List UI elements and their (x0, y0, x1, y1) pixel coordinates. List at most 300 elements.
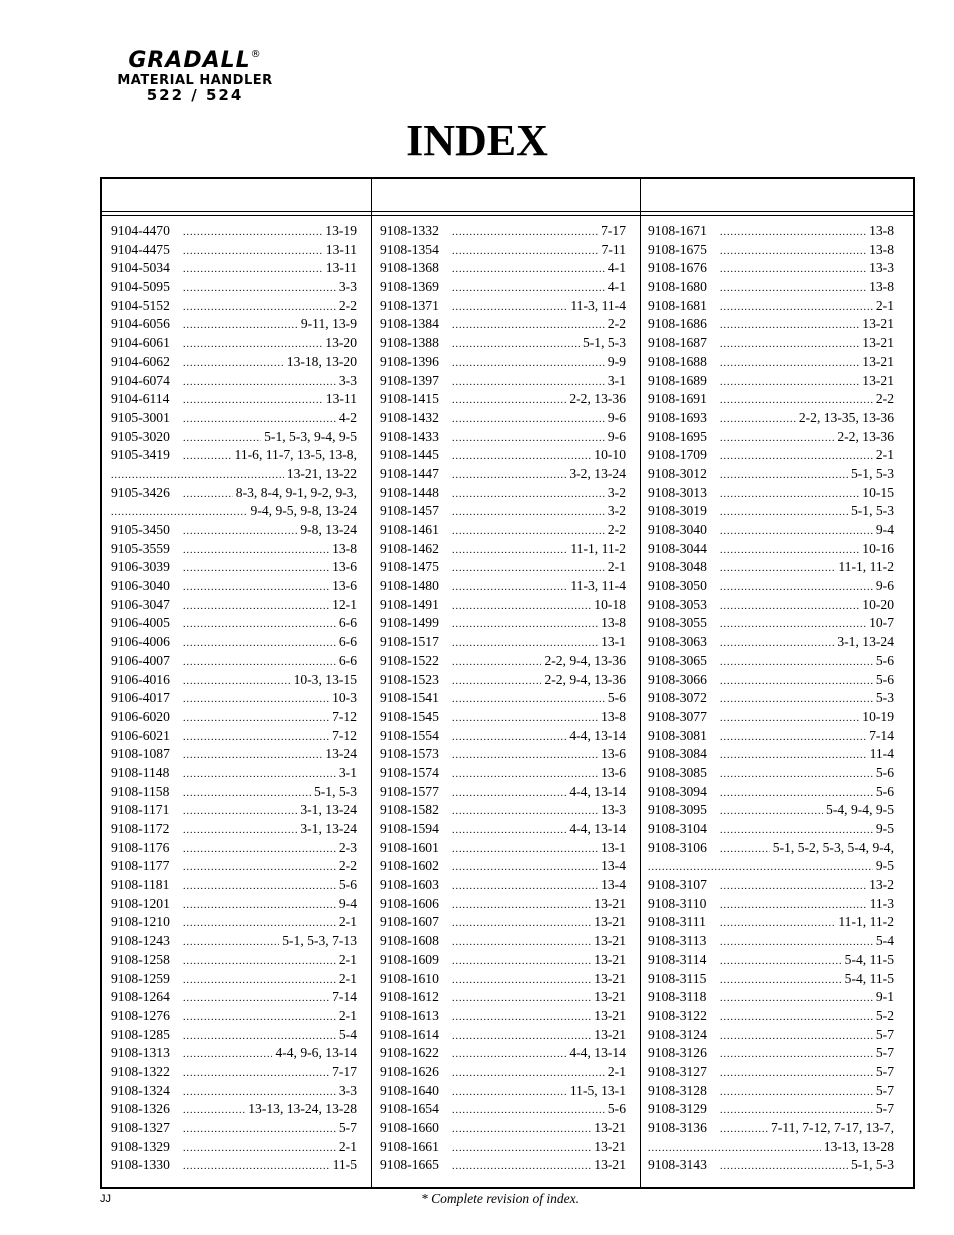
page-reference: 2-2 (607, 522, 626, 537)
part-number: 9104-5152 (111, 297, 170, 313)
part-number: 9108-1447 (380, 465, 439, 481)
dot-leader (183, 451, 232, 462)
index-entry (111, 914, 357, 933)
index-entry (380, 672, 626, 691)
index-entry (111, 971, 357, 990)
index-entry (380, 298, 626, 317)
dot-leader (183, 283, 336, 294)
part-number: 9108-3084 (648, 746, 707, 762)
page-reference: 4-1 (607, 279, 626, 295)
page-reference: 5-4, 11-5 (844, 951, 894, 967)
page-reference: 9-6 (607, 409, 626, 425)
part-number: 9104-4470 (111, 223, 170, 238)
part-number: 9108-1354 (380, 241, 439, 257)
page-reference: 13-21 (594, 895, 626, 911)
page-reference: 2-3 (338, 839, 357, 855)
index-entry (380, 765, 626, 784)
part-number: 9108-1554 (380, 727, 439, 743)
index-entry (111, 298, 357, 317)
dot-leader (183, 1143, 336, 1154)
index-entry (380, 709, 626, 728)
part-number: 9108-1688 (648, 353, 707, 369)
part-number: 9108-1640 (380, 1082, 439, 1098)
index-entry (648, 373, 894, 392)
part-number: 9108-1181 (111, 877, 170, 893)
index-entry (380, 279, 626, 298)
dot-leader (720, 956, 842, 967)
dot-leader (720, 526, 873, 537)
part-number: 9106-3039 (111, 559, 170, 575)
dot-leader (720, 769, 873, 780)
dot-leader (452, 676, 541, 687)
index-entry (111, 1027, 357, 1046)
page-reference: 4-4, 13-14 (569, 727, 626, 743)
header-divider-double (100, 215, 915, 216)
page-reference: 13-21 (594, 951, 626, 967)
dot-leader (183, 582, 329, 593)
index-entry (380, 597, 626, 616)
index-entry (380, 541, 626, 560)
index-column-1 (111, 223, 357, 1176)
page-reference: 5-1, 5-3 (850, 465, 894, 481)
part-number: 9108-3063 (648, 634, 707, 650)
dot-leader (720, 563, 835, 574)
index-column-2 (380, 223, 626, 1176)
index-entry (111, 784, 357, 803)
part-number: 9108-1676 (648, 260, 707, 276)
logo-brand: GRADALL® (128, 48, 262, 73)
part-number: 9106-3040 (111, 578, 170, 594)
page-reference: 11-1, 11-2 (838, 559, 894, 575)
index-entry (648, 391, 894, 410)
part-number: 9108-1259 (111, 970, 170, 986)
page-reference: 9-4 (338, 895, 357, 911)
dot-leader (720, 227, 866, 238)
index-entry (111, 1120, 357, 1139)
index-entry (648, 690, 894, 709)
index-entry (648, 1139, 894, 1158)
part-number: 9108-3095 (648, 802, 707, 818)
part-number: 9108-1475 (380, 559, 439, 575)
page-reference: 2-2 (338, 858, 357, 874)
dot-leader (720, 339, 859, 350)
index-entry (648, 354, 894, 373)
index-entry (648, 335, 894, 354)
index-entry (380, 503, 626, 522)
page-reference: 13-21 (594, 1120, 626, 1135)
dot-leader (452, 1161, 591, 1172)
part-number: 9108-1264 (111, 989, 170, 1005)
page-reference: 2-2 (338, 297, 357, 313)
part-number: 9104-5034 (111, 260, 170, 276)
part-number: 9108-1608 (380, 933, 439, 949)
index-entry (648, 746, 894, 765)
index-entry (648, 410, 894, 429)
dot-leader (648, 862, 873, 873)
page-reference: 4-1 (607, 260, 626, 276)
part-number: 9108-1415 (380, 391, 439, 407)
part-number: 9106-4007 (111, 652, 170, 668)
page-reference: 3-3 (338, 279, 357, 295)
page-reference: 4-2 (338, 409, 357, 425)
index-entry (648, 1064, 894, 1083)
page-reference: 5-6 (875, 652, 894, 668)
page-reference: 13-21 (862, 353, 894, 369)
index-entry (648, 522, 894, 541)
part-number: 9108-1523 (380, 671, 439, 687)
page-reference: 13-11 (325, 391, 357, 407)
dot-leader (720, 694, 873, 705)
part-number: 9108-1491 (380, 596, 439, 612)
part-number: 9108-1480 (380, 578, 439, 594)
index-entry (380, 989, 626, 1008)
index-entry (648, 952, 894, 971)
part-number: 9108-3085 (648, 764, 707, 780)
index-entry (111, 578, 357, 597)
index-entry (648, 485, 894, 504)
index-entry (111, 242, 357, 261)
index-entry (380, 653, 626, 672)
index-entry (111, 279, 357, 298)
dot-leader (452, 1124, 591, 1135)
dot-leader (720, 1087, 873, 1098)
index-entry (111, 840, 357, 859)
page-reference: 5-6 (338, 877, 357, 893)
index-entry (380, 1083, 626, 1102)
part-number: 9108-3053 (648, 596, 707, 612)
dot-leader (183, 657, 336, 668)
page-reference: 13-21 (862, 335, 894, 351)
dot-leader (452, 283, 605, 294)
page-reference: 13-8 (601, 708, 626, 724)
page-reference: 7-11, 7-12, 7-17, 13-7, (771, 1120, 894, 1135)
index-entry (111, 1045, 357, 1064)
part-number: 9108-1607 (380, 914, 439, 930)
page-reference: 5-1, 5-3 (850, 1157, 894, 1173)
dot-leader (720, 433, 834, 444)
index-entry (111, 634, 357, 653)
part-number: 9108-1689 (648, 372, 707, 388)
dot-leader (452, 694, 605, 705)
dot-leader (183, 601, 329, 612)
index-entry (648, 1120, 894, 1139)
part-number: 9108-1445 (380, 447, 439, 463)
page-reference: 5-1, 5-3 (313, 783, 357, 799)
dot-leader (452, 1087, 567, 1098)
page-reference: 7-11 (601, 241, 626, 257)
page-reference: 2-2 (875, 391, 894, 407)
dot-leader (452, 881, 598, 892)
index-entry (648, 615, 894, 634)
page-reference: 13-13, 13-24, 13-28 (248, 1101, 357, 1117)
page-reference: 13-21 (862, 372, 894, 388)
page-reference: 11-5 (332, 1157, 357, 1173)
page-reference: 10-15 (862, 484, 894, 500)
part-number: 9108-1388 (380, 335, 439, 351)
page-reference: 12-1 (332, 596, 357, 612)
page-reference: 11-6, 11-7, 13-5, 13-8, (234, 447, 357, 463)
dot-leader (183, 489, 233, 500)
page-reference: 10-3 (332, 690, 357, 706)
part-number: 9108-1686 (648, 316, 707, 332)
page-reference: 10-10 (594, 447, 626, 463)
index-entry (648, 223, 894, 242)
dot-leader (720, 788, 873, 799)
dot-leader (720, 246, 866, 257)
page-reference: 9-4, 9-5, 9-8, 13-24 (250, 503, 357, 519)
index-entry (111, 223, 357, 242)
part-number: 9108-3072 (648, 690, 707, 706)
dot-leader (720, 358, 859, 369)
page-reference: 2-1 (607, 1063, 626, 1079)
part-number: 9108-1276 (111, 1007, 170, 1023)
page-reference: 4-4, 9-6, 13-14 (275, 1045, 357, 1061)
part-number: 9104-6056 (111, 316, 170, 332)
index-entry (111, 1008, 357, 1027)
part-number: 9106-4016 (111, 671, 170, 687)
index-entry (380, 242, 626, 261)
part-number: 9108-1177 (111, 858, 170, 874)
page-reference: 2-2, 13-36 (837, 428, 894, 444)
index-entry (380, 559, 626, 578)
dot-leader (183, 264, 323, 275)
page-reference: 5-2 (875, 1007, 894, 1023)
part-number: 9108-1210 (111, 914, 170, 930)
part-number: 9108-1461 (380, 522, 439, 537)
index-entry (380, 316, 626, 335)
part-number: 9108-1329 (111, 1138, 170, 1154)
part-number: 9108-1601 (380, 839, 439, 855)
index-entry (380, 1008, 626, 1027)
page-reference: 4-4, 13-14 (569, 783, 626, 799)
index-entry (380, 952, 626, 971)
index-entry (380, 410, 626, 429)
dot-leader (720, 844, 770, 855)
dot-leader (183, 1124, 336, 1135)
index-entry (380, 429, 626, 448)
index-entry (648, 1101, 894, 1120)
part-number: 9108-1522 (380, 652, 439, 668)
part-number: 9104-6114 (111, 391, 170, 407)
page-reference: 3-3 (338, 1082, 357, 1098)
dot-leader (183, 1161, 330, 1172)
dot-leader (720, 302, 873, 313)
page-reference: 2-2, 13-35, 13-36 (798, 409, 894, 425)
page-reference: 4-4, 13-14 (569, 1045, 626, 1061)
dot-leader (452, 900, 591, 911)
index-entry (111, 821, 357, 840)
index-entry (111, 933, 357, 952)
part-number: 9108-1614 (380, 1026, 439, 1042)
column-divider (640, 177, 641, 1189)
index-entry (648, 316, 894, 335)
index-entry (111, 466, 357, 485)
dot-leader (720, 937, 873, 948)
dot-leader (183, 1012, 336, 1023)
page-reference: 13-21 (594, 1157, 626, 1173)
index-entry (380, 1101, 626, 1120)
index-entry (111, 896, 357, 915)
index-entry (111, 672, 357, 691)
page-reference: 13-4 (601, 858, 626, 874)
index-entry (111, 485, 357, 504)
dot-leader (183, 956, 336, 967)
part-number: 9108-1626 (380, 1063, 439, 1079)
page-reference: 3-1, 13-24 (300, 821, 357, 836)
index-entry (111, 653, 357, 672)
dot-leader (183, 377, 336, 388)
index-entry (380, 728, 626, 747)
page-reference: 5-7 (875, 1026, 894, 1042)
index-entry (648, 429, 894, 448)
dot-leader (720, 900, 867, 911)
index-entry (648, 840, 894, 859)
dot-leader (720, 619, 866, 630)
index-entry (380, 615, 626, 634)
dot-leader (452, 507, 605, 518)
page-reference: 11-1, 11-2 (570, 540, 626, 556)
part-number: 9108-3124 (648, 1026, 707, 1042)
index-entry (648, 896, 894, 915)
part-number: 9108-1322 (111, 1063, 170, 1079)
index-entry (111, 746, 357, 765)
page-reference: 2-1 (338, 1007, 357, 1023)
page-reference: 5-7 (875, 1082, 894, 1098)
index-entry (648, 821, 894, 840)
index-entry (111, 316, 357, 335)
part-number: 9108-1327 (111, 1120, 170, 1135)
dot-leader (183, 993, 329, 1004)
dot-leader (183, 732, 329, 743)
index-entry (380, 933, 626, 952)
index-entry (648, 279, 894, 298)
part-number: 9108-3128 (648, 1082, 707, 1098)
page-reference: 13-1 (601, 634, 626, 650)
part-number: 9105-3020 (111, 428, 170, 444)
index-entry (111, 503, 357, 522)
dot-leader (720, 993, 873, 1004)
index-entry (648, 1027, 894, 1046)
dot-leader (452, 1105, 605, 1116)
header-divider (100, 211, 915, 212)
index-entry (111, 1139, 357, 1158)
part-number: 9104-5095 (111, 279, 170, 295)
page-reference: 5-4 (338, 1026, 357, 1042)
part-number: 9108-1675 (648, 241, 707, 257)
dot-leader (452, 470, 566, 481)
part-number: 9108-1148 (111, 764, 170, 780)
part-number: 9108-3110 (648, 895, 707, 911)
part-number: 9108-1687 (648, 335, 707, 351)
dot-leader (720, 806, 823, 817)
part-number: 9104-6061 (111, 335, 170, 351)
dot-leader (452, 339, 580, 350)
part-number: 9108-1545 (380, 708, 439, 724)
part-number: 9108-1681 (648, 297, 707, 313)
index-entry (648, 1045, 894, 1064)
index-entry (111, 335, 357, 354)
part-number: 9108-1499 (380, 615, 439, 631)
dot-leader (183, 1087, 336, 1098)
dot-leader (648, 1143, 821, 1154)
dot-leader (720, 1031, 873, 1042)
page-reference: 8-3, 8-4, 9-1, 9-2, 9-3, (235, 484, 357, 500)
part-number: 9108-1087 (111, 746, 170, 762)
page-reference: 2-1 (875, 447, 894, 463)
page-reference: 11-4 (869, 746, 894, 762)
index-entry (111, 260, 357, 279)
logo (100, 50, 290, 103)
page-reference: 5-6 (875, 671, 894, 687)
dot-leader (720, 1124, 768, 1135)
dot-leader (720, 975, 842, 986)
index-entry (111, 615, 357, 634)
dot-leader (452, 918, 591, 929)
page-reference: 11-3, 11-4 (570, 297, 626, 313)
dot-leader (720, 918, 835, 929)
part-number: 9108-1577 (380, 783, 439, 799)
dot-leader (452, 582, 567, 593)
part-number: 9108-1517 (380, 634, 439, 650)
part-number: 9108-1654 (380, 1101, 439, 1117)
dot-leader (452, 750, 598, 761)
index-entry (648, 578, 894, 597)
part-number: 9104-6074 (111, 372, 170, 388)
page-reference: 13-21 (594, 1026, 626, 1042)
part-number: 9108-3066 (648, 671, 707, 687)
part-number: 9108-1573 (380, 746, 439, 762)
dot-leader (452, 489, 605, 500)
part-number: 9108-1695 (648, 428, 707, 444)
dot-leader (183, 1068, 329, 1079)
part-number: 9108-3136 (648, 1120, 707, 1135)
part-number: 9108-3118 (648, 989, 707, 1005)
part-number: 9108-3077 (648, 708, 707, 724)
dot-leader (720, 1068, 873, 1079)
dot-leader (183, 302, 336, 313)
page-reference: 13-8 (869, 279, 894, 295)
page-reference: 2-1 (607, 559, 626, 575)
page-reference: 13-19 (325, 223, 357, 238)
page-reference: 9-11, 13-9 (300, 316, 357, 332)
part-number: 9108-1369 (380, 279, 439, 295)
index-entry (648, 784, 894, 803)
dot-leader (452, 638, 598, 649)
dot-leader (111, 507, 248, 518)
part-number: 9108-1610 (380, 970, 439, 986)
page-reference: 13-6 (601, 764, 626, 780)
dot-leader (452, 545, 567, 556)
part-number: 9108-1457 (380, 503, 439, 519)
part-number: 9108-1603 (380, 877, 439, 893)
page-reference: 13-8 (869, 241, 894, 257)
page-reference: 2-2 (607, 316, 626, 332)
page-reference: 13-3 (869, 260, 894, 276)
index-entry (111, 373, 357, 392)
part-number: 9108-3122 (648, 1007, 707, 1023)
dot-leader (720, 283, 866, 294)
index-entry (648, 709, 894, 728)
footer-code: JJ (100, 1193, 111, 1205)
dot-leader (452, 377, 605, 388)
dot-leader (452, 526, 605, 537)
index-entry (648, 634, 894, 653)
page-reference: 5-1, 5-3 (850, 503, 894, 519)
dot-leader (452, 1031, 591, 1042)
dot-leader (183, 937, 279, 948)
part-number: 9105-3450 (111, 522, 170, 537)
dot-leader (720, 601, 859, 612)
